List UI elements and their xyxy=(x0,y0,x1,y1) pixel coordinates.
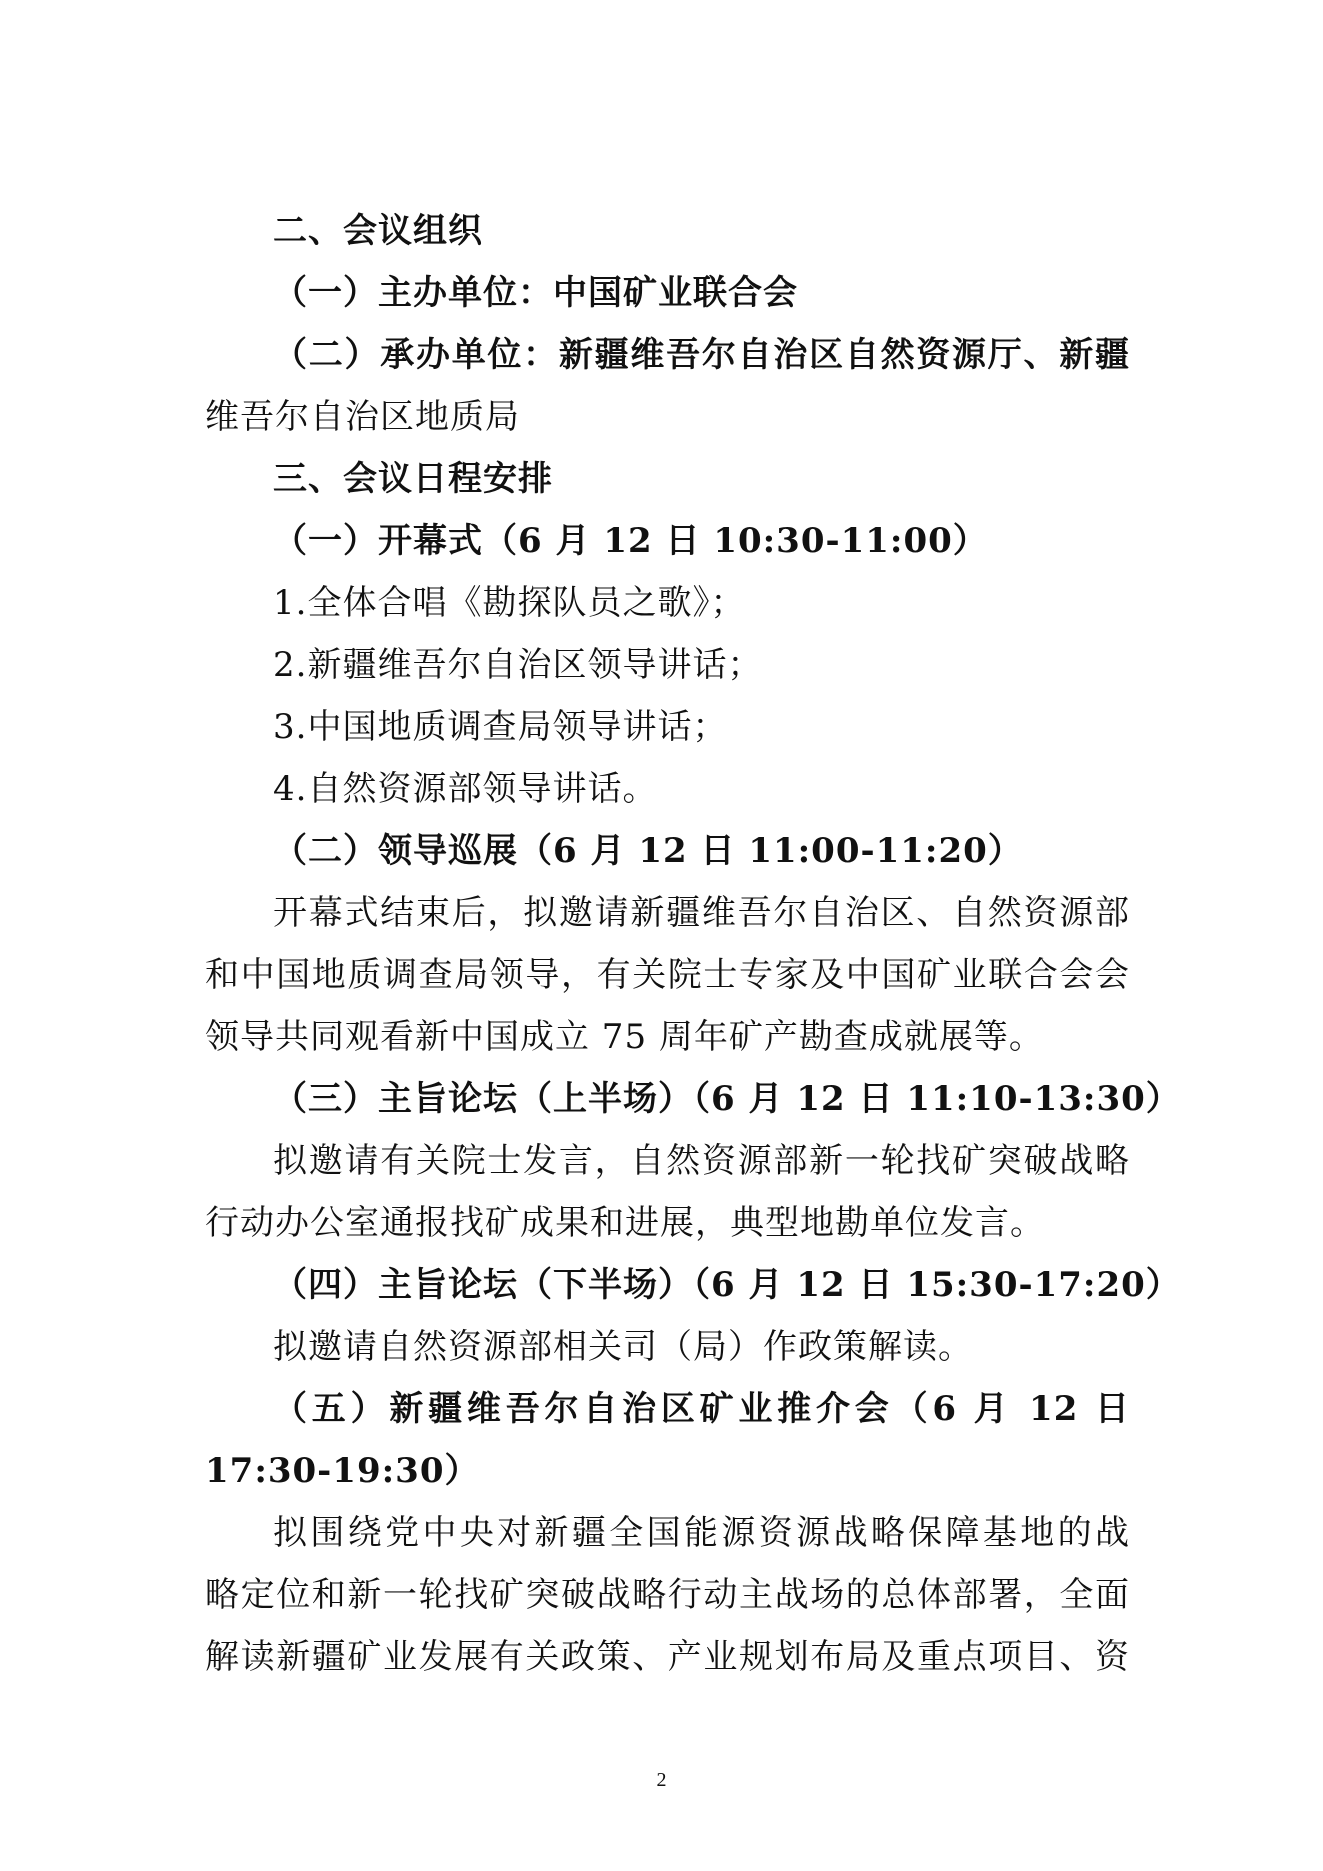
opening-item-3: 3.中国地质调查局领导讲话； xyxy=(273,707,728,747)
mining-promotion-line-2: 略定位和新一轮找矿突破战略行动主战场的总体部署，全面 xyxy=(205,1575,1130,1615)
mining-promotion-line-3: 解读新疆矿业发展有关政策、产业规划布局及重点项目、资 xyxy=(205,1637,1130,1677)
host-unit: （一）主办单位：中国矿业联合会 xyxy=(273,273,798,313)
leader-tour-line-2: 和中国地质调查局领导，有关院士专家及中国矿业联合会会 xyxy=(205,955,1130,995)
keynote-forum-first-title: （三）主旨论坛（上半场）（6 月 12 日 11:10-13:30） xyxy=(273,1079,1181,1119)
section-heading-schedule: 三、会议日程安排 xyxy=(273,459,553,499)
keynote-forum-first-line-1: 拟邀请有关院士发言，自然资源部新一轮找矿突破战略 xyxy=(273,1141,1130,1181)
organizer-unit-line-2: 维吾尔自治区地质局 xyxy=(205,397,520,437)
organizer-unit-line-1: （二）承办单位：新疆维吾尔自治区自然资源厅、新疆 xyxy=(273,335,1130,375)
leader-tour-line-3: 领导共同观看新中国成立 75 周年矿产勘查成就展等。 xyxy=(205,1017,1044,1057)
keynote-forum-second-title: （四）主旨论坛（下半场）（6 月 12 日 15:30-17:20） xyxy=(273,1265,1181,1305)
mining-promotion-line-1: 拟围绕党中央对新疆全国能源资源战略保障基地的战 xyxy=(273,1513,1130,1553)
opening-item-1: 1.全体合唱《勘探队员之歌》； xyxy=(273,583,746,623)
opening-ceremony-title: （一）开幕式（6 月 12 日 10:30-11:00） xyxy=(273,521,988,561)
leader-tour-line-1: 开幕式结束后，拟邀请新疆维吾尔自治区、自然资源部 xyxy=(273,893,1130,933)
keynote-forum-first-line-2: 行动办公室通报找矿成果和进展，典型地勘单位发言。 xyxy=(205,1203,1045,1243)
leader-tour-title: （二）领导巡展（6 月 12 日 11:00-11:20） xyxy=(273,831,1023,871)
keynote-forum-second-line-1: 拟邀请自然资源部相关司（局）作政策解读。 xyxy=(273,1327,973,1367)
section-heading-organization: 二、会议组织 xyxy=(273,211,483,251)
page-number: 2 xyxy=(656,1769,667,1791)
mining-promotion-title-line-1: （五）新疆维吾尔自治区矿业推介会（6 月 12 日 xyxy=(273,1389,1130,1429)
opening-item-4: 4.自然资源部领导讲话。 xyxy=(273,769,658,809)
opening-item-2: 2.新疆维吾尔自治区领导讲话； xyxy=(273,645,763,685)
mining-promotion-title-line-2: 17:30-19:30） xyxy=(205,1451,480,1491)
